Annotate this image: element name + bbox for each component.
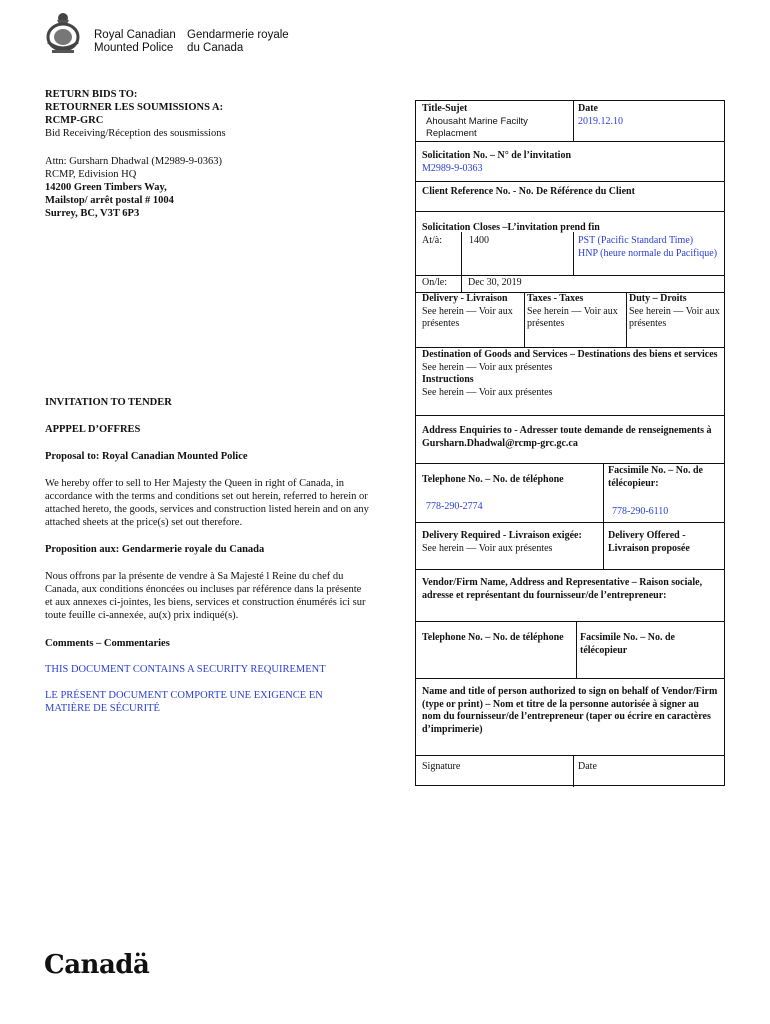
on-value: Dec 30, 2019 [468, 277, 522, 288]
address-line2: RCMP, Edivision HQ [45, 169, 137, 180]
solicitation-closes-label: Solicitation Closes –L’invitation prend fin [422, 222, 600, 233]
destination-value: See herein — Voir aux présentes [422, 361, 553, 373]
signature-date-label: Date [578, 761, 597, 772]
invitation-title-en: INVITATION TO TENDER [45, 397, 172, 408]
instructions-label: Instructions [422, 374, 474, 385]
timezone-line2: HNP (heure normale du Pacifique) [578, 247, 718, 259]
org-en-line1: Royal Canadian [94, 29, 176, 41]
address-line4: Mailstop/ arrêt postal # 1004 [45, 195, 174, 206]
canada-wordmark [44, 950, 149, 980]
delivery-value: See herein — Voir aux présentes [422, 305, 513, 329]
address-line3: 14200 Green Timbers Way, [45, 182, 167, 193]
offer-text-en: We hereby offer to sell to Her Majesty the Queen in right of Canada, in accordance with the terms and conditions set out herein, referred to herein or attached hereto, the goods, services and construction listed herein and on any attached sheets at the price(s) set out therefore. [45, 478, 369, 528]
fax-value: 778-290-6110 [612, 506, 669, 517]
delivery-label: Delivery - Livraison [422, 293, 508, 304]
duty-value: See herein — Voir aux présentes [629, 305, 720, 329]
at-label: At/à: [422, 235, 442, 246]
taxes-label: Taxes - Taxes [527, 293, 584, 304]
org-fr-line2: du Canada [187, 42, 244, 54]
org-fr-line1: Gendarmerie royale [187, 29, 289, 41]
rcmp-crest-icon [44, 10, 82, 54]
title-value: Ahousaht Marine Facilty Replacment [426, 115, 528, 139]
offer-text-fr: Nous offrons par la présente de vendre à Sa Majesté l Reine du chef du Canada, aux conditions énoncées ou incluses par référence dans la présente et aux annexes ci-jointes, les biens, services et construction énumérés ici sur toute feuille ci-annexée, au(x) prix indiqué(s). [45, 571, 366, 621]
security-requirement-en: THIS DOCUMENT CONTAINS A SECURITY REQUIREMENT [45, 664, 326, 675]
vendor-telephone-label: Telephone No. – No. de téléphone [422, 632, 564, 643]
telephone-value: 778-290-2774 [426, 501, 483, 512]
date-label: Date [578, 103, 598, 114]
delivery-required-label: Delivery Required - Livraison exigée: [422, 530, 582, 541]
date-value: 2019.12.10 [578, 115, 623, 127]
authorized-signer-label: Name and title of person authorized to sign on behalf of Vendor/Firm (type or print) – Nom et titre de la personne autorisée à signer au nom du fournisseur/de l’entrepreneur (taper ou écrire en caractères d’imprimerie) [422, 686, 718, 735]
delivery-required-value: See herein — Voir aux présentes [422, 542, 553, 554]
title-label: Title-Sujet [422, 103, 468, 114]
solicitation-value: M2989-9-0363 [422, 162, 483, 174]
organization-name [94, 29, 297, 55]
telephone-label: Telephone No. – No. de téléphone [422, 474, 564, 485]
return-bids-title-en: RETURN BIDS TO: [45, 89, 138, 100]
return-bids-org: RCMP-GRC [45, 115, 104, 126]
return-address-block [45, 155, 370, 220]
client-reference-label: Client Reference No. - No. De Référence du Client [422, 186, 635, 197]
proposition-aux: Proposition aux: Gendarmerie royale du Canada [45, 544, 265, 555]
fax-label: Facsimile No. – No. de télécopieur: [608, 465, 703, 489]
destination-label: Destination of Goods and Services – Destinations des biens et services [422, 349, 718, 360]
at-value: 1400 [469, 235, 489, 246]
vendor-fax-label: Facsimile No. – No. de télécopieur [580, 632, 675, 656]
on-label: On/le: [422, 277, 447, 288]
vendor-label: Vendor/Firm Name, Address and Representative – Raison sociale, adresse et représentant du fournisseur/de l’entrepreneur: [422, 577, 703, 601]
instructions-value: See herein — Voir aux présentes [422, 386, 553, 398]
address-line5: Surrey, BC, V3T 6P3 [45, 208, 140, 219]
signature-label: Signature [422, 761, 461, 772]
return-bids-title-fr: RETOURNER LES SOUMISSIONS A: [45, 102, 224, 113]
solicitation-label: Solicitation No. – N° de l’invitation [422, 150, 572, 161]
delivery-offered-label: Delivery Offered - Livraison proposée [608, 530, 690, 554]
return-bids-block [45, 88, 370, 140]
invitation-title-fr: APPPEL D’OFFRES [45, 424, 141, 435]
attn-line: Attn: Gursharn Dhadwal (M2989-9-0363) [45, 156, 223, 167]
comments-heading: Comments – Commentaries [45, 638, 170, 649]
enquiries-label: Address Enquiries to - Adresser toute demande de renseignements à Gursharn.Dhadwal@rcmp-grc.gc.ca [422, 425, 712, 449]
canada-wordmark-text: Canadä [44, 950, 150, 980]
security-requirement-fr: LE PRÉSENT DOCUMENT COMPORTE UNE EXIGENCE EN MATIÈRE DE SÉCURITÉ [45, 690, 323, 714]
duty-label: Duty – Droits [629, 293, 687, 304]
bid-form [415, 100, 725, 786]
return-bids-unit: Bid Receiving/Réception des sousmissions [45, 128, 226, 139]
taxes-value: See herein — Voir aux présentes [527, 305, 618, 329]
timezone-line1: PST (Pacific Standard Time) [578, 235, 694, 246]
proposal-to: Proposal to: Royal Canadian Mounted Police [45, 451, 248, 462]
org-en-line2: Mounted Police [94, 42, 174, 54]
